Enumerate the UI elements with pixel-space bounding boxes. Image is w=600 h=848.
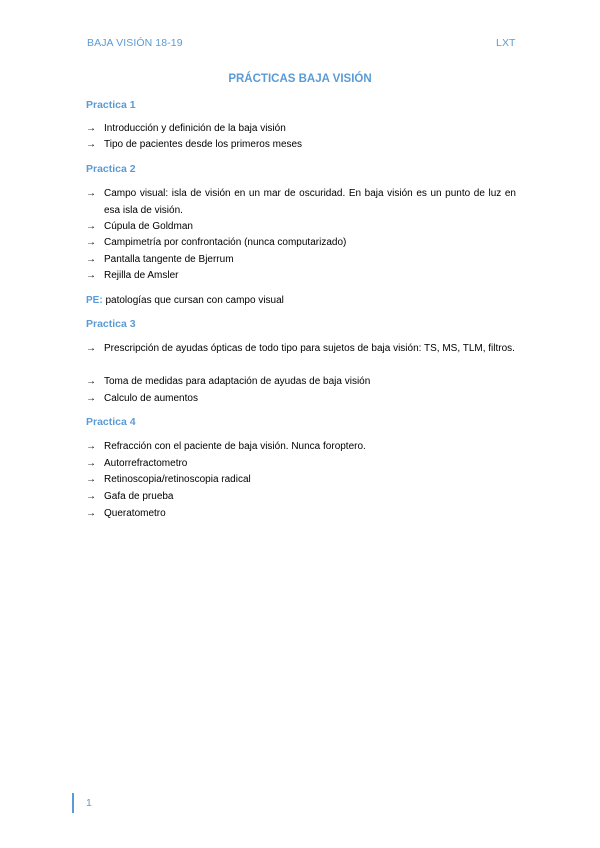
arrow-icon: → bbox=[86, 376, 96, 387]
list-item-text: Prescripción de ayudas ópticas de todo tipo para sujetos de baja visión: TS, MS, TLM, filtros. bbox=[104, 343, 515, 354]
list-item bbox=[86, 374, 516, 391]
arrow-icon: → bbox=[86, 474, 96, 485]
list-item-text: Tipo de pacientes desde los primeros meses bbox=[104, 139, 303, 150]
section-heading: Practica 3 bbox=[86, 318, 136, 330]
arrow-icon: → bbox=[86, 221, 96, 232]
list-item bbox=[86, 121, 516, 138]
list-item-text: Refracción con el paciente de baja visión. Nunca foroptero. bbox=[104, 441, 366, 452]
list-item-text: Pantalla tangente de Bjerrum bbox=[104, 254, 234, 265]
list-item-text: Calculo de aumentos bbox=[104, 393, 198, 404]
list-item-text: Queratometro bbox=[104, 508, 166, 519]
list-item-text: Retinoscopia/retinoscopia radical bbox=[104, 474, 251, 485]
list-item bbox=[86, 456, 516, 473]
arrow-icon: → bbox=[86, 254, 96, 265]
page-number: 1 bbox=[86, 797, 92, 809]
list-item bbox=[86, 235, 516, 252]
list-item-text: Autorrefractometro bbox=[104, 458, 188, 469]
list-item bbox=[86, 439, 516, 456]
list-item-text: Campo visual: isla de visión en un mar de oscuridad. En baja visión es un punto de luz en esa isla de visión. bbox=[104, 188, 516, 216]
list-item bbox=[86, 472, 516, 489]
section-heading: Practica 1 bbox=[86, 99, 136, 111]
list-item-text: Introducción y definición de la baja visión bbox=[104, 123, 286, 134]
arrow-icon: → bbox=[86, 491, 96, 502]
arrow-icon: → bbox=[86, 458, 96, 469]
pe-note bbox=[86, 293, 284, 309]
arrow-icon: → bbox=[86, 270, 96, 281]
list-item bbox=[86, 137, 516, 154]
list-item bbox=[86, 252, 516, 269]
arrow-icon: → bbox=[86, 508, 96, 519]
list-item bbox=[86, 219, 516, 236]
list-item bbox=[86, 341, 516, 358]
list-item bbox=[86, 186, 516, 219]
header-left: BAJA VISIÓN 18-19 bbox=[87, 37, 183, 49]
arrow-icon: → bbox=[86, 343, 96, 354]
list-item-text: Gafa de prueba bbox=[104, 491, 174, 502]
list-item-text: Campimetría por confrontación (nunca computarizado) bbox=[104, 237, 347, 248]
list-item bbox=[86, 268, 516, 285]
page-number-bar bbox=[72, 793, 74, 813]
list-item bbox=[86, 489, 516, 506]
page-title: PRÁCTICAS BAJA VISIÓN bbox=[228, 73, 372, 85]
arrow-icon: → bbox=[86, 123, 96, 134]
list-item bbox=[86, 391, 516, 408]
pe-text: patologías que cursan con campo visual bbox=[105, 295, 284, 306]
list-item-text: Rejilla de Amsler bbox=[104, 270, 179, 281]
section-heading: Practica 4 bbox=[86, 416, 136, 428]
arrow-icon: → bbox=[86, 393, 96, 404]
arrow-icon: → bbox=[86, 139, 96, 150]
list-item-text: Toma de medidas para adaptación de ayudas de baja visión bbox=[104, 376, 371, 387]
list-item bbox=[86, 506, 516, 523]
section-heading: Practica 2 bbox=[86, 163, 136, 175]
arrow-icon: → bbox=[86, 441, 96, 452]
pe-label: PE: bbox=[86, 295, 103, 306]
header-right: LXT bbox=[496, 37, 516, 49]
list-item-text: Cúpula de Goldman bbox=[104, 221, 193, 232]
arrow-icon: → bbox=[86, 237, 96, 248]
arrow-icon: → bbox=[86, 188, 96, 199]
